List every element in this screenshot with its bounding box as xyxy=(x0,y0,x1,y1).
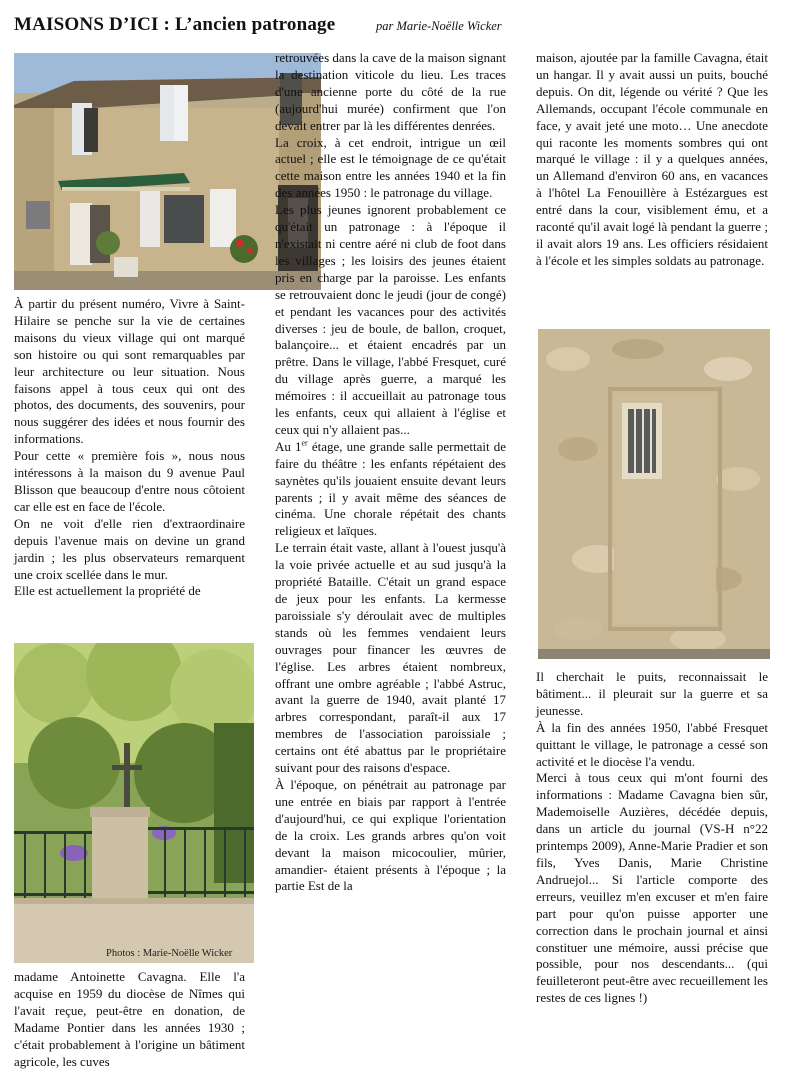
paragraph: On ne voit d'elle rien d'extraordinaire depuis l'avenue mais on devine un grand jardin ; les plus observateurs remarquent une croix scellée dans le mur. xyxy=(14,515,245,582)
paragraph: À la fin des années 1950, l'abbé Fresquet quittant le village, le patronage a cessé son activité et le diocèse l'a vendu. xyxy=(536,719,768,769)
article-header xyxy=(14,14,574,38)
article-column-1-top xyxy=(14,296,245,600)
garden-cross-photo xyxy=(14,643,254,963)
article-column-3-bottom xyxy=(536,669,768,1007)
floor-superscript: er xyxy=(301,438,308,448)
article-column-1-bottom xyxy=(14,969,245,1070)
paragraph: Elle est actuellement la propriété de xyxy=(14,583,201,599)
article-column-3-top xyxy=(536,50,768,270)
paragraph: Le terrain était vaste, allant à l'ouest jusqu'à la voie privée actuelle et au sud jusqu'à la propriété Bataille. C'était un grand espace de jeux pour les enfants. La kermesse paroissiale s'y déroulait avec de multiples stands où les femmes vendaient leurs ouvrages pour financer les œuvres de l'église. Les arbres étaient nombreux, offrant une ombre agréable ; l'abbé Astruc, avant la guerre de 1940, avait planté 17 arbres correspondant, paraît-il aux 17 membres de l'association paroissiale ; certains ont été abattus par le propriétaire suivant pour des raisons d'espace. xyxy=(275,540,506,776)
paragraph: retrouvées dans la cave de la maison signant la destination viticole du lieu. Les traces d'une ancienne porte du côté de la rue (aujourd'hui murée) confirment que l'on devait entrer par là les différentes denrées. xyxy=(275,50,506,133)
floor-rest: étage, une grande salle permettait de faire du théâtre : les enfants répétaient des saynètes qu'ils jouaient ensuite devant leurs parents ; il y avait même des séances de cinéma. Une chorale répétait des chants religieux et laïques. xyxy=(275,438,506,539)
paragraph: Il cherchait le puits, reconnaissait le bâtiment... il pleurait sur la guerre et sa jeunesse. xyxy=(536,669,768,718)
paragraph: maison, ajoutée par la famille Cavagna, était un hangar. Il y avait aussi un puits, bouché depuis. On dit, légende ou vérité ? Que les Allemands, occupant l'école communale en face, y avait jeté une moto… Une anecdote qui raconte les moments sombres qui ont marqué le village : il y a quelques années, un Allemand d'environ 60 ans, en vacances à l'hôtel La Fenouillère à Estézargues est entré dans la cour, visiblement ému, et a raconté qu'il avait logé là pendant la guerre ; il avait alors 19 ans. Les officiers résidaient à l'école et les simples soldats au patronage. xyxy=(536,50,768,268)
paragraph: Pour cette « première fois », nous nous intéressons à la maison du 9 avenue Paul Blisson que beaucoup d'entre nous côtoient car elle est en face de l'école. xyxy=(14,448,245,514)
floor-prefix: Au 1 xyxy=(275,438,302,454)
article-column-2 xyxy=(275,50,506,895)
article-title: MAISONS D’ICI : L’ancien patronage xyxy=(14,14,336,35)
walled-window-photo xyxy=(538,329,770,659)
paragraph: Les plus jeunes ignorent probablement ce qu'était un patronage : à l'époque il n'existait ni centre aéré ni club de foot dans les villages ; les loisirs des jeunes étaient pris en charge par la paroisse. Les enfants se retrouvaient donc le jeudi (jour de congé) et pendant les vacances pour des activités diverses : jeu de boule, de ballon, croquet, balançoire... et étaient encadrés par un prêtre. Dans le village, l'abbé Fresquet, curé du village après guerre, a marqué les mémoires : il accueillait au patronage tous les enfants, ceux qui allaient à l'église et ceux qui n'y allaient pas... xyxy=(275,202,506,437)
article-byline: par Marie-Noëlle Wicker xyxy=(376,19,502,33)
paragraph: madame Antoinette Cavagna. Elle l'a acquise en 1959 du diocèse de Nîmes qui l'avait reçue, peut-être en donation, de Madame Pontier dans les années 1930 ; c'était probablement à l'origine un bâtiment agricole, les cuves xyxy=(14,969,245,1069)
paragraph: Merci à tous ceux qui m'ont fourni des informations : Madame Cavagna bien sûr, Mademoiselle Auzières, décédée depuis, dans un article du journal (VS-H n°22 printemps 2009), Anne-Marie Pradier et son fils, Yves Danis, Marie Christine Andruejol... Si l'article comporte des erreurs, veuillez m'en excuser et m'en faire part pour qu'on puisse apporter une correction dans le prochain journal et ainsi constituer une mémoire, aussi précise que possible, pour nos descendants... (qui feuilleteront peut-être avec recueillement les restes de ces lignes !) xyxy=(536,770,768,1006)
paragraph: La croix, à cet endroit, intrigue un œil actuel ; elle est le témoignage de ce qu'était cette maison entre les années 1940 et la fin des années 1950 : le patronage du village. xyxy=(275,134,506,201)
paragraph: À l'époque, on pénétrait au patronage par une entrée en biais par rapport à l'entrée d'aujourd'hui, ce qui explique l'orientation de la croix. Les grands arbres qu'on voit devant la maison micocoulier, mûrier, amandier- étaient présents à l'époque ; la partie Est de la xyxy=(275,776,506,894)
paragraph-first-floor xyxy=(275,439,506,540)
photo-caption: Photos : Marie-Noëlle Wicker xyxy=(106,948,233,959)
paragraph: À partir du présent numéro, Vivre à Saint-Hilaire se penche sur la vie de certaines maisons du vieux village qui ont marqué son histoire ou qui sont remarquables par leur architecture ou leur situation. Nous faisons appel à tous ceux qui ont des photos, des documents, des souvenirs, pour nous suggérer des idées et nous fournir des informations. xyxy=(14,296,245,447)
